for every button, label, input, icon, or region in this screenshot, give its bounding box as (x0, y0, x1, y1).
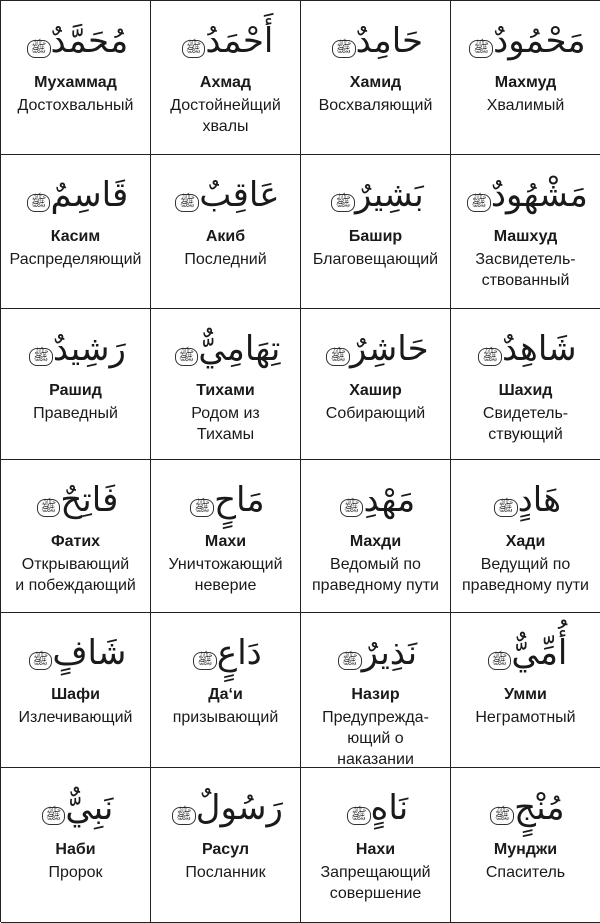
name-cell (301, 613, 451, 768)
salawat-seal-icon: ﷺ (175, 348, 199, 366)
salawat-seal-icon: ﷺ (340, 499, 364, 517)
transliterated-name: Машхуд (493, 228, 558, 245)
name-meaning: Восхваляющий (318, 97, 433, 114)
arabic-word: حَاشِرٌ (350, 329, 429, 369)
transliterated-name: Рашид (49, 382, 102, 399)
name-cell (151, 613, 301, 768)
salawat-seal-icon: ﷺ (29, 348, 53, 366)
arabic-word: مُحَمَّدٌ (50, 21, 129, 61)
salawat-seal-icon: ﷺ (29, 652, 53, 670)
name-meaning: Неграмотный (475, 709, 576, 726)
transliterated-name: Даʻи (208, 686, 243, 703)
salawat-seal-icon: ﷺ (338, 652, 362, 670)
arabic-name (151, 627, 300, 679)
arabic-word: رَشِيدٌ (52, 329, 126, 369)
salawat-seal-icon: ﷺ (27, 40, 51, 58)
name-meaning: Ведомый по праведному пути (312, 556, 439, 594)
transliterated-name: Фатих (50, 533, 101, 550)
arabic-word: مَشْهُودٌ (490, 175, 588, 215)
arabic-word: مَهْدِ (363, 480, 416, 520)
transliterated-name: Шахид (498, 382, 553, 399)
salawat-seal-icon: ﷺ (331, 194, 355, 212)
arabic-name (301, 782, 450, 834)
arabic-name (301, 169, 450, 221)
name-meaning: Последний (184, 251, 267, 268)
name-meaning: Достойнейщий хвалы (170, 97, 281, 135)
arabic-name (151, 323, 300, 375)
transliterated-name: Тихами (196, 382, 255, 399)
arabic-word: دَاعٍ (216, 633, 262, 673)
name-meaning: Достохвальный (17, 97, 134, 114)
arabic-name (151, 474, 300, 526)
arabic-name (451, 323, 600, 375)
salawat-seal-icon: ﷺ (37, 499, 61, 517)
arabic-name (151, 169, 300, 221)
transliterated-name: Махи (204, 533, 247, 550)
arabic-name (1, 474, 150, 526)
name-cell (451, 1, 600, 155)
salawat-seal-icon: ﷺ (42, 807, 66, 825)
name-meaning: Засвидетель- ствованный (475, 251, 576, 289)
arabic-word: قَاسِمٌ (50, 175, 129, 215)
name-cell (301, 309, 451, 460)
name-meaning: Праведный (33, 405, 118, 422)
name-meaning: Предупрежда- ющий о наказании (322, 709, 429, 768)
arabic-word: هَادٍ (517, 480, 562, 520)
salawat-seal-icon: ﷺ (182, 40, 206, 58)
name-cell (451, 613, 600, 768)
arabic-name (1, 15, 150, 67)
name-meaning: Ведущий по праведному пути (462, 556, 589, 594)
transliterated-name: Умми (504, 686, 547, 703)
transliterated-name: Назир (351, 686, 400, 703)
name-cell (1, 155, 151, 309)
transliterated-name: Ахмад (199, 74, 252, 91)
transliterated-name: Расул (201, 841, 250, 858)
arabic-name (1, 323, 150, 375)
arabic-word: نَاهٍ (370, 788, 409, 828)
name-meaning: Пророк (48, 864, 103, 881)
arabic-word: مَحْمُودٌ (493, 21, 586, 61)
name-meaning: Родом из Тихамы (191, 405, 260, 443)
name-cell (1, 309, 151, 460)
arabic-name (301, 627, 450, 679)
salawat-seal-icon: ﷺ (488, 652, 512, 670)
name-cell (451, 460, 600, 613)
name-meaning: призывающий (172, 709, 279, 726)
transliterated-name: Хамид (349, 74, 402, 91)
salawat-seal-icon: ﷺ (175, 194, 199, 212)
arabic-word: رَسُولٌ (195, 788, 283, 828)
salawat-seal-icon: ﷺ (27, 194, 51, 212)
arabic-word: مُنْجٍ (514, 788, 565, 828)
name-cell (1, 613, 151, 768)
name-cell (301, 155, 451, 309)
arabic-word: تِهَامِيٌّ (198, 329, 281, 369)
arabic-name (301, 15, 450, 67)
salawat-seal-icon: ﷺ (193, 652, 217, 670)
name-meaning: Излечивающий (18, 709, 133, 726)
name-cell (151, 309, 301, 460)
arabic-name (451, 474, 600, 526)
name-meaning: Свидетель- ствующий (482, 405, 569, 443)
name-meaning: Благовещающий (312, 251, 439, 268)
name-cell (451, 768, 600, 923)
arabic-name (451, 782, 600, 834)
name-cell (151, 460, 301, 613)
arabic-word: شَافٍ (52, 633, 127, 673)
name-cell (1, 768, 151, 923)
transliterated-name: Нахи (355, 841, 396, 858)
arabic-word: فَاتِحٌ (60, 480, 119, 520)
arabic-name (1, 627, 150, 679)
transliterated-name: Шафи (51, 686, 100, 703)
arabic-word: أُمِّيٌّ (511, 633, 568, 673)
arabic-name (151, 782, 300, 834)
salawat-seal-icon: ﷺ (347, 807, 371, 825)
name-meaning: Хвалимый (486, 97, 565, 114)
arabic-word: مَاحٍ (214, 480, 265, 520)
name-cell (451, 155, 600, 309)
name-cell (151, 155, 301, 309)
transliterated-name: Мухаммад (34, 74, 117, 91)
arabic-name (451, 169, 600, 221)
arabic-word: أَحْمَدُ (205, 21, 274, 61)
salawat-seal-icon: ﷺ (332, 40, 356, 58)
salawat-seal-icon: ﷺ (326, 348, 350, 366)
salawat-seal-icon: ﷺ (478, 348, 502, 366)
name-cell (301, 1, 451, 155)
name-cell (451, 309, 600, 460)
name-meaning: Распределяющий (9, 251, 142, 268)
arabic-name (151, 15, 300, 67)
salawat-seal-icon: ﷺ (469, 40, 493, 58)
name-cell (301, 460, 451, 613)
arabic-word: نَذِيرٌ (361, 633, 418, 673)
transliterated-name: Касим (50, 228, 101, 245)
arabic-word: بَشِيرٌ (354, 175, 424, 215)
arabic-name (301, 474, 450, 526)
name-cell (151, 1, 301, 155)
name-meaning: Спаситель (485, 864, 566, 881)
name-cell (1, 460, 151, 613)
arabic-word: نَبِيٌّ (65, 788, 114, 828)
transliterated-name: Башир (348, 228, 403, 245)
arabic-word: حَامِدٌ (355, 21, 424, 61)
salawat-seal-icon: ﷺ (490, 807, 514, 825)
transliterated-name: Акиб (205, 228, 246, 245)
arabic-name (451, 627, 600, 679)
arabic-name (1, 782, 150, 834)
name-cell (1, 1, 151, 155)
arabic-name (1, 169, 150, 221)
arabic-word: عَاقِبٌ (199, 175, 280, 215)
name-meaning: Запрещающий совершение (320, 864, 431, 902)
transliterated-name: Махди (349, 533, 402, 550)
name-cell (151, 768, 301, 923)
arabic-name (301, 323, 450, 375)
transliterated-name: Мунджи (493, 841, 558, 858)
transliterated-name: Хади (505, 533, 546, 550)
salawat-seal-icon: ﷺ (494, 499, 518, 517)
transliterated-name: Махмуд (494, 74, 557, 91)
transliterated-name: Хашир (349, 382, 402, 399)
name-meaning: Посланник (185, 864, 266, 881)
transliterated-name: Наби (55, 841, 96, 858)
arabic-name (451, 15, 600, 67)
name-meaning: Уничтожающий неверие (168, 556, 283, 594)
name-cell (301, 768, 451, 923)
salawat-seal-icon: ﷺ (467, 194, 491, 212)
name-meaning: Собирающий (325, 405, 426, 422)
arabic-word: شَاهِدٌ (502, 329, 577, 369)
name-meaning: Открывающий и побеждающий (15, 556, 136, 594)
salawat-seal-icon: ﷺ (172, 807, 196, 825)
salawat-seal-icon: ﷺ (190, 499, 214, 517)
